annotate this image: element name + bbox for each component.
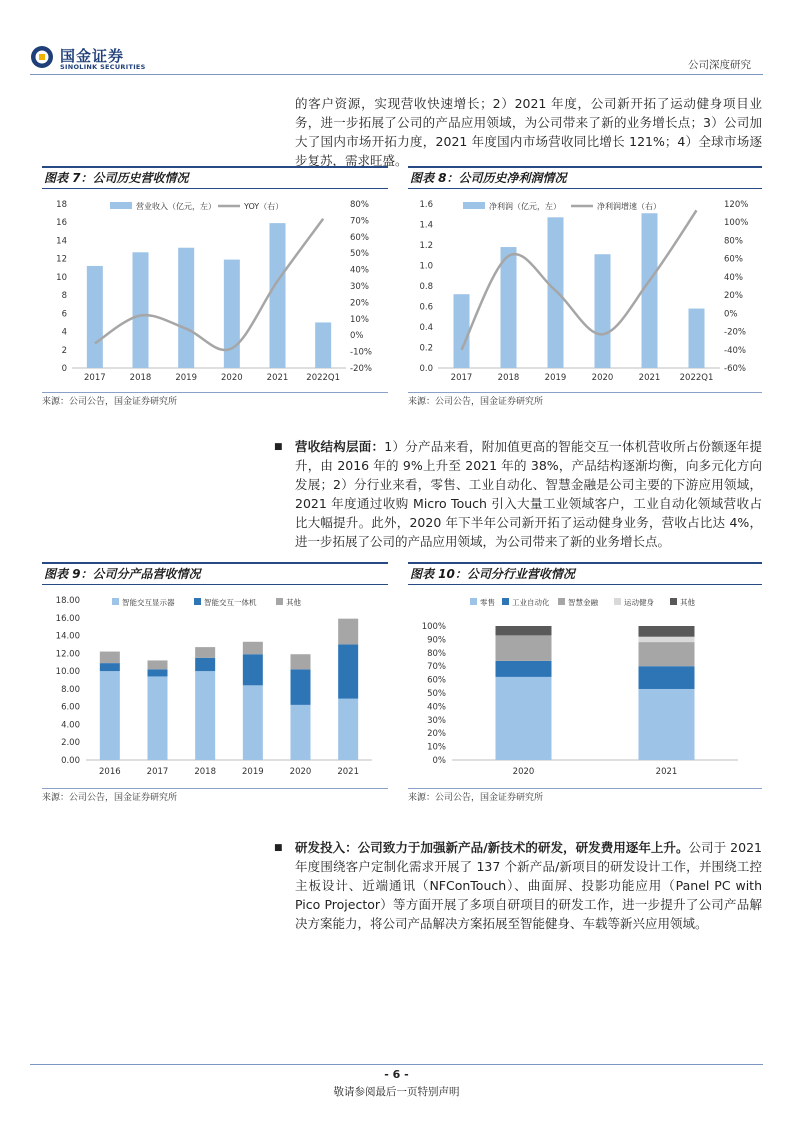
y-right-tick-label: 50% [350, 249, 369, 260]
legend-swatch [276, 598, 283, 605]
fig8-title-text: 图表 8：公司历史净利润情况 [410, 171, 567, 185]
stacked-bar-segment [195, 658, 215, 671]
y-left-tick-label: 14 [56, 236, 67, 247]
y-tick-label: 30% [427, 715, 446, 726]
y-right-tick-label: 80% [350, 200, 369, 210]
y-right-tick-label: 100% [724, 218, 749, 229]
logo-text-en: SINOLINK SECURITIES [60, 63, 146, 71]
y-left-tick-label: 0.8 [419, 282, 433, 292]
y-left-tick-label: 1.0 [419, 261, 433, 272]
stacked-bar-segment [243, 642, 263, 654]
revenue-structure-paragraph [295, 437, 762, 551]
x-tick-label: 2017 [450, 373, 473, 383]
bar [315, 322, 331, 368]
y-tick-label: 0.00 [61, 756, 80, 766]
y-left-tick-label: 6 [61, 309, 67, 320]
y-left-tick-label: 1.6 [419, 200, 433, 210]
legend-swatch [614, 598, 621, 605]
y-tick-label: 8.00 [61, 684, 80, 695]
y-right-tick-label: 10% [350, 314, 369, 325]
y-left-tick-label: 4 [61, 327, 67, 338]
y-left-tick-label: 0.2 [419, 343, 433, 354]
fig8-chart [408, 190, 762, 390]
y-right-tick-label: 0% [350, 331, 364, 342]
disclaimer: 敬请参阅最后一页特别声明 [333, 1086, 460, 1098]
y-left-tick-label: 16 [56, 218, 67, 229]
y-tick-label: 4.00 [61, 720, 80, 731]
y-left-tick-label: 1.4 [419, 220, 433, 231]
fig10-chart [408, 586, 762, 786]
stacked-bar-segment [100, 663, 120, 671]
y-tick-label: 40% [427, 702, 446, 713]
stacked-bar-segment [148, 660, 168, 669]
intro-paragraph: 的客户资源，实现营收快速增长；2）2021 年度，公司新开拓了运动健身项目业务，进一步拓展了公司的产品应用领域，为公司带来了新的业务增长点；3）公司加大了国内市场开拓力度，2021 年度国内市场营收同比增长 121%；4）全球市场逐步复苏，需求旺盛。 [295, 96, 762, 168]
legend-swatch [470, 598, 477, 605]
y-tick-label: 10% [427, 742, 446, 753]
fig10-title [408, 562, 762, 585]
x-tick-label: 2017 [146, 767, 169, 777]
y-tick-label: 10.00 [55, 667, 80, 678]
y-right-tick-label: 20% [724, 291, 743, 302]
stacked-bar-segment [291, 705, 311, 760]
y-tick-label: 14.00 [55, 631, 80, 642]
stacked-bar-segment [496, 626, 552, 635]
legend-label-bar: 营业收入（亿元，左） [136, 202, 216, 211]
y-left-tick-label: 1.2 [419, 241, 433, 251]
y-tick-label: 16.00 [55, 613, 80, 624]
x-tick-label: 2021 [638, 373, 661, 383]
y-left-tick-label: 0.0 [419, 364, 433, 374]
y-tick-label: 90% [427, 635, 446, 646]
legend-label: 零售 [480, 598, 495, 607]
y-left-tick-label: 8 [61, 291, 67, 302]
stacked-bar-segment [243, 654, 263, 685]
y-right-tick-label: 80% [724, 236, 743, 247]
legend-swatch [502, 598, 509, 605]
y-left-tick-label: 0 [61, 364, 67, 374]
x-tick-label: 2019 [175, 373, 197, 383]
y-left-tick-label: 12 [56, 254, 67, 265]
growth-line [462, 210, 697, 349]
legend-swatch [112, 598, 119, 605]
rd-investment-text: 公司于 2021 年度围绕客户定制化需求开展了 137 个新产品/新项目的研发设计工作，并围绕工控主板设计、近端通讯（NFConTouch）、曲面屏、投影功能应用（Panel PC with Pico Projector）等方面开展了多项自研项目的研发工作，进一步提升了公司产品解决方案能力，将公司产品解决方案拓展至智能健身、车载等新兴应用领域。 [295, 840, 762, 931]
fig9-source: 来源：公司公告，国金证券研究所 [42, 788, 388, 804]
legend-label: 工业自动化 [512, 598, 550, 607]
bar [689, 309, 705, 368]
y-tick-label: 6.00 [61, 702, 80, 713]
bar [501, 247, 517, 368]
stacked-bar-segment [338, 644, 358, 698]
y-tick-label: 100% [421, 622, 446, 632]
stacked-bar-segment [639, 666, 695, 689]
bullet-marker: ■ [274, 442, 283, 452]
stacked-bar-segment [639, 626, 695, 637]
legend-swatch-bar [463, 202, 485, 209]
fig7-source: 来源：公司公告，国金证券研究所 [42, 392, 388, 408]
legend-label-line: 净利润增速（右） [597, 202, 661, 211]
rd-investment-paragraph [295, 838, 762, 933]
x-tick-label: 2021 [337, 767, 359, 777]
stacked-bar-segment [338, 619, 358, 645]
company-logo [30, 45, 160, 75]
bar [454, 294, 470, 368]
legend-label: 智能交互显示器 [122, 598, 175, 607]
legend-label: 智慧金融 [568, 598, 598, 607]
y-right-tick-label: 60% [724, 254, 743, 265]
bar [178, 248, 194, 368]
y-right-tick-label: 40% [350, 265, 369, 276]
fig8-source: 来源：公司公告，国金证券研究所 [408, 392, 762, 408]
y-left-tick-label: 10 [56, 272, 67, 283]
y-right-tick-label: -20% [724, 327, 746, 338]
fig7-chart [42, 190, 388, 390]
page-header [0, 0, 793, 80]
y-tick-label: 80% [427, 648, 446, 659]
logo-text-cn: 国金证券 [60, 47, 125, 65]
x-tick-label: 2021 [655, 767, 678, 777]
fig8-title [408, 166, 762, 189]
legend-swatch [670, 598, 677, 605]
legend-swatch [194, 598, 201, 605]
growth-line [95, 219, 323, 350]
fig7-title-text: 图表 7：公司历史营收情况 [44, 171, 189, 185]
x-tick-label: 2016 [99, 767, 121, 777]
x-tick-label: 2021 [266, 373, 289, 383]
fig10-source: 来源：公司公告，国金证券研究所 [408, 788, 762, 804]
rd-investment-heading: 研发投入：公司致力于加强新产品/新技术的研发，研发费用逐年上升。 [295, 840, 689, 855]
page-number: - 6 - [384, 1068, 409, 1081]
header-divider [30, 74, 763, 75]
x-tick-label: 2019 [242, 767, 264, 777]
y-right-tick-label: 20% [350, 298, 369, 309]
fig10-title-text: 图表 10：公司分行业营收情况 [410, 567, 575, 581]
x-tick-label: 2020 [512, 767, 535, 777]
stacked-bar-segment [496, 677, 552, 760]
bar [270, 223, 286, 368]
legend-swatch [558, 598, 565, 605]
stacked-bar-segment [639, 689, 695, 760]
legend-label-bar: 净利润（亿元，左） [489, 202, 561, 211]
y-tick-label: 70% [427, 662, 446, 673]
x-tick-label: 2020 [221, 373, 243, 383]
y-left-tick-label: 2 [61, 345, 67, 356]
y-right-tick-label: -20% [350, 364, 372, 374]
y-right-tick-label: 70% [350, 216, 369, 227]
y-right-tick-label: 120% [724, 200, 749, 210]
x-tick-label: 2018 [194, 767, 216, 777]
stacked-bar-segment [148, 669, 168, 676]
y-left-tick-label: 18 [56, 200, 67, 210]
stacked-bar-segment [100, 671, 120, 760]
x-tick-label: 2022Q1 [306, 373, 341, 383]
y-tick-label: 50% [427, 689, 446, 699]
stacked-bar-segment [291, 654, 311, 669]
fig9-chart [42, 586, 388, 786]
bar [548, 217, 564, 368]
y-right-tick-label: -10% [350, 347, 372, 358]
stacked-bar-segment [496, 661, 552, 677]
x-tick-label: 2020 [289, 767, 312, 777]
bar [87, 266, 103, 368]
x-tick-label: 2022Q1 [679, 373, 714, 383]
stacked-bar-segment [195, 647, 215, 658]
y-tick-label: 0% [432, 756, 446, 766]
stacked-bar-segment [243, 685, 263, 760]
stacked-bar-segment [338, 699, 358, 760]
legend-label: 智能交互一体机 [204, 598, 257, 607]
bar [642, 213, 658, 368]
legend-label-line: YOY（右） [244, 202, 284, 211]
legend-swatch-bar [110, 202, 132, 209]
fig7-title [42, 166, 388, 189]
y-tick-label: 60% [427, 675, 446, 686]
x-tick-label: 2018 [497, 373, 520, 383]
fig9-title-text: 图表 9：公司分产品营收情况 [44, 567, 201, 581]
logo-mark-icon [30, 45, 54, 69]
x-tick-label: 2017 [84, 373, 106, 383]
bar [595, 254, 611, 368]
legend-label: 其他 [286, 598, 301, 607]
footer-divider [30, 1064, 763, 1065]
y-left-tick-label: 0.4 [419, 323, 433, 333]
x-tick-label: 2018 [129, 373, 152, 383]
y-right-tick-label: 30% [350, 282, 369, 292]
stacked-bar-segment [496, 635, 552, 660]
revenue-structure-heading: 营收结构层面： [295, 439, 385, 454]
revenue-structure-text: 1）分产品来看，附加值更高的智能交互一体机营收所占份额逐年提升，由 2016 年的 9%上升至 2021 年的 38%，产品结构逐渐均衡，向多元化方向发展；2）分行业来看，零售、工业自动化、智慧金融是公司主要的下游应用领域，2021 年度通过收购 Micro Touch 引入大量工业领域客户，工业自动化领域营收占比大幅提升。此外，2020 年下半年公司新开拓了运动健身业务，营收占比达 4%，进一步拓展了公司的产品应用领域，为公司带来了新的业务增长点。 [295, 439, 762, 549]
legend-label: 其他 [680, 598, 695, 607]
stacked-bar-segment [148, 676, 168, 760]
y-right-tick-label: 0% [724, 309, 738, 320]
report-type: 公司深度研究 [688, 59, 751, 71]
y-tick-label: 2.00 [61, 738, 80, 749]
y-right-tick-label: -40% [724, 345, 746, 356]
legend-label: 运动健身 [624, 598, 654, 607]
y-tick-label: 18.00 [55, 596, 80, 606]
x-tick-label: 2020 [591, 373, 614, 383]
bar [224, 260, 240, 368]
fig9-title [42, 562, 388, 585]
x-tick-label: 2019 [544, 373, 567, 383]
y-tick-label: 20% [427, 729, 446, 740]
stacked-bar-segment [639, 637, 695, 642]
y-right-tick-label: 60% [350, 232, 369, 243]
stacked-bar-segment [291, 669, 311, 705]
stacked-bar-segment [195, 671, 215, 760]
y-left-tick-label: 0.6 [419, 302, 433, 313]
stacked-bar-segment [639, 642, 695, 666]
y-right-tick-label: -60% [724, 364, 746, 374]
stacked-bar-segment [100, 652, 120, 664]
y-tick-label: 12.00 [55, 649, 80, 660]
y-right-tick-label: 40% [724, 272, 743, 283]
bar [133, 252, 149, 368]
bullet-marker: ■ [274, 843, 283, 853]
